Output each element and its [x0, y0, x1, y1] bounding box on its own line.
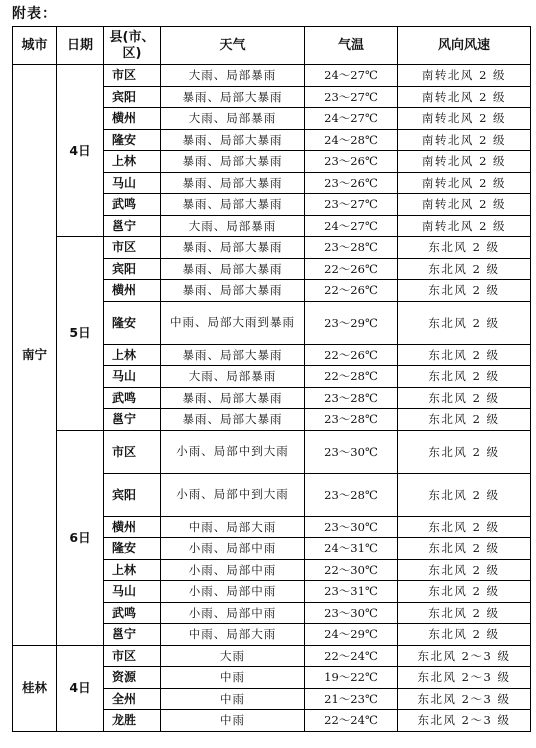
county-cell: 龙胜: [104, 710, 161, 732]
weather-cell: 大雨、局部暴雨: [161, 366, 305, 388]
table-row: [13, 430, 531, 473]
header-row: [13, 27, 531, 65]
weather-cell: 小雨、局部中雨: [161, 538, 305, 560]
temperature-cell: 23～30℃: [305, 602, 398, 624]
wind-cell: 东北风 2 级: [398, 581, 531, 603]
temperature-cell: 22～26℃: [305, 258, 398, 280]
temperature-cell: 23～28℃: [305, 237, 398, 259]
wind-cell: 东北风 2 级: [398, 344, 531, 366]
header-wind: 风向风速: [398, 27, 531, 65]
weather-cell: 中雨: [161, 667, 305, 689]
header-county: 县(市、区): [104, 27, 161, 65]
county-cell: 市区: [104, 65, 161, 87]
county-cell: 宾阳: [104, 86, 161, 108]
weather-cell: 大雨、局部暴雨: [161, 215, 305, 237]
weather-cell: 暴雨、局部大暴雨: [161, 194, 305, 216]
wind-cell: 东北风 2～3 级: [398, 645, 531, 667]
date-cell: 4日: [57, 645, 104, 731]
wind-cell: 东北风 2 级: [398, 387, 531, 409]
county-cell: 上林: [104, 344, 161, 366]
wind-cell: 东北风 2 级: [398, 409, 531, 431]
wind-cell: 南转北风 2 级: [398, 65, 531, 87]
temperature-cell: 22～24℃: [305, 645, 398, 667]
table-caption: 附表：: [12, 6, 57, 22]
temperature-cell: 24～28℃: [305, 129, 398, 151]
county-cell: 隆安: [104, 301, 161, 344]
weather-cell: 暴雨、局部大暴雨: [161, 86, 305, 108]
weather-cell: 暴雨、局部大暴雨: [161, 151, 305, 173]
weather-cell: 暴雨、局部大暴雨: [161, 344, 305, 366]
weather-cell: 大雨、局部暴雨: [161, 108, 305, 130]
temperature-cell: 23～28℃: [305, 473, 398, 516]
weather-cell: 大雨、局部暴雨: [161, 65, 305, 87]
wind-cell: 南转北风 2 级: [398, 129, 531, 151]
header-city: 城市: [13, 27, 57, 65]
county-cell: 武鸣: [104, 194, 161, 216]
wind-cell: 南转北风 2 级: [398, 151, 531, 173]
weather-cell: 暴雨、局部大暴雨: [161, 280, 305, 302]
county-cell: 横州: [104, 516, 161, 538]
wind-cell: 东北风 2～3 级: [398, 688, 531, 710]
temperature-cell: 22～26℃: [305, 280, 398, 302]
temperature-cell: 24～31℃: [305, 538, 398, 560]
header-temperature: 气温: [305, 27, 398, 65]
temperature-cell: 23～28℃: [305, 387, 398, 409]
weather-cell: 暴雨、局部大暴雨: [161, 129, 305, 151]
temperature-cell: 24～27℃: [305, 65, 398, 87]
weather-cell: 中雨: [161, 688, 305, 710]
temperature-cell: 23～30℃: [305, 430, 398, 473]
weather-cell: 暴雨、局部大暴雨: [161, 258, 305, 280]
county-cell: 隆安: [104, 129, 161, 151]
date-cell: 4日: [57, 65, 104, 237]
weather-cell: 中雨、局部大雨: [161, 624, 305, 646]
weather-cell: 中雨: [161, 710, 305, 732]
wind-cell: 南转北风 2 级: [398, 172, 531, 194]
county-cell: 武鸣: [104, 602, 161, 624]
temperature-cell: 23～31℃: [305, 581, 398, 603]
county-cell: 武鸣: [104, 387, 161, 409]
wind-cell: 东北风 2～3 级: [398, 710, 531, 732]
county-cell: 邕宁: [104, 409, 161, 431]
county-cell: 市区: [104, 237, 161, 259]
temperature-cell: 19～22℃: [305, 667, 398, 689]
temperature-cell: 23～30℃: [305, 516, 398, 538]
wind-cell: 东北风 2 级: [398, 301, 531, 344]
weather-cell: 中雨、局部大雨到暴雨: [161, 301, 305, 344]
temperature-cell: 24～27℃: [305, 108, 398, 130]
table-row: [13, 65, 531, 87]
temperature-cell: 23～26℃: [305, 151, 398, 173]
table-row: [13, 645, 531, 667]
county-cell: 横州: [104, 280, 161, 302]
wind-cell: 南转北风 2 级: [398, 194, 531, 216]
county-cell: 上林: [104, 559, 161, 581]
temperature-cell: 22～30℃: [305, 559, 398, 581]
wind-cell: 东北风 2 级: [398, 430, 531, 473]
wind-cell: 东北风 2 级: [398, 516, 531, 538]
header-date: 日期: [57, 27, 104, 65]
temperature-cell: 22～26℃: [305, 344, 398, 366]
county-cell: 马山: [104, 581, 161, 603]
wind-cell: 东北风 2 级: [398, 366, 531, 388]
wind-cell: 东北风 2 级: [398, 624, 531, 646]
table-row: [13, 237, 531, 259]
county-cell: 邕宁: [104, 215, 161, 237]
temperature-cell: 23～26℃: [305, 172, 398, 194]
city-cell: 南宁: [13, 65, 57, 646]
county-cell: 市区: [104, 430, 161, 473]
temperature-cell: 21～23℃: [305, 688, 398, 710]
temperature-cell: 23～27℃: [305, 86, 398, 108]
weather-cell: 小雨、局部中雨: [161, 559, 305, 581]
table-body: [13, 65, 531, 732]
weather-cell: 小雨、局部中到大雨: [161, 473, 305, 516]
wind-cell: 南转北风 2 级: [398, 86, 531, 108]
weather-forecast-table: [12, 26, 531, 732]
temperature-cell: 24～27℃: [305, 215, 398, 237]
temperature-cell: 22～24℃: [305, 710, 398, 732]
temperature-cell: 23～28℃: [305, 409, 398, 431]
county-cell: 邕宁: [104, 624, 161, 646]
wind-cell: 东北风 2～3 级: [398, 667, 531, 689]
weather-cell: 小雨、局部中雨: [161, 602, 305, 624]
county-cell: 资源: [104, 667, 161, 689]
wind-cell: 南转北风 2 级: [398, 215, 531, 237]
wind-cell: 东北风 2 级: [398, 280, 531, 302]
weather-cell: 中雨、局部大雨: [161, 516, 305, 538]
header-weather: 天气: [161, 27, 305, 65]
weather-cell: 小雨、局部中到大雨: [161, 430, 305, 473]
weather-cell: 大雨: [161, 645, 305, 667]
weather-cell: 暴雨、局部大暴雨: [161, 237, 305, 259]
wind-cell: 东北风 2 级: [398, 258, 531, 280]
weather-cell: 暴雨、局部大暴雨: [161, 409, 305, 431]
wind-cell: 东北风 2 级: [398, 538, 531, 560]
temperature-cell: 22～28℃: [305, 366, 398, 388]
wind-cell: 东北风 2 级: [398, 237, 531, 259]
date-cell: 5日: [57, 237, 104, 431]
county-cell: 全州: [104, 688, 161, 710]
temperature-cell: 23～27℃: [305, 194, 398, 216]
wind-cell: 东北风 2 级: [398, 602, 531, 624]
weather-cell: 小雨、局部中雨: [161, 581, 305, 603]
county-cell: 宾阳: [104, 473, 161, 516]
wind-cell: 南转北风 2 级: [398, 108, 531, 130]
county-cell: 马山: [104, 366, 161, 388]
county-cell: 横州: [104, 108, 161, 130]
date-cell: 6日: [57, 430, 104, 645]
wind-cell: 东北风 2 级: [398, 559, 531, 581]
wind-cell: 东北风 2 级: [398, 473, 531, 516]
temperature-cell: 24～29℃: [305, 624, 398, 646]
temperature-cell: 23～29℃: [305, 301, 398, 344]
county-cell: 市区: [104, 645, 161, 667]
city-cell: 桂林: [13, 645, 57, 731]
county-cell: 宾阳: [104, 258, 161, 280]
county-cell: 马山: [104, 172, 161, 194]
weather-cell: 暴雨、局部大暴雨: [161, 387, 305, 409]
county-cell: 隆安: [104, 538, 161, 560]
county-cell: 上林: [104, 151, 161, 173]
weather-cell: 暴雨、局部大暴雨: [161, 172, 305, 194]
